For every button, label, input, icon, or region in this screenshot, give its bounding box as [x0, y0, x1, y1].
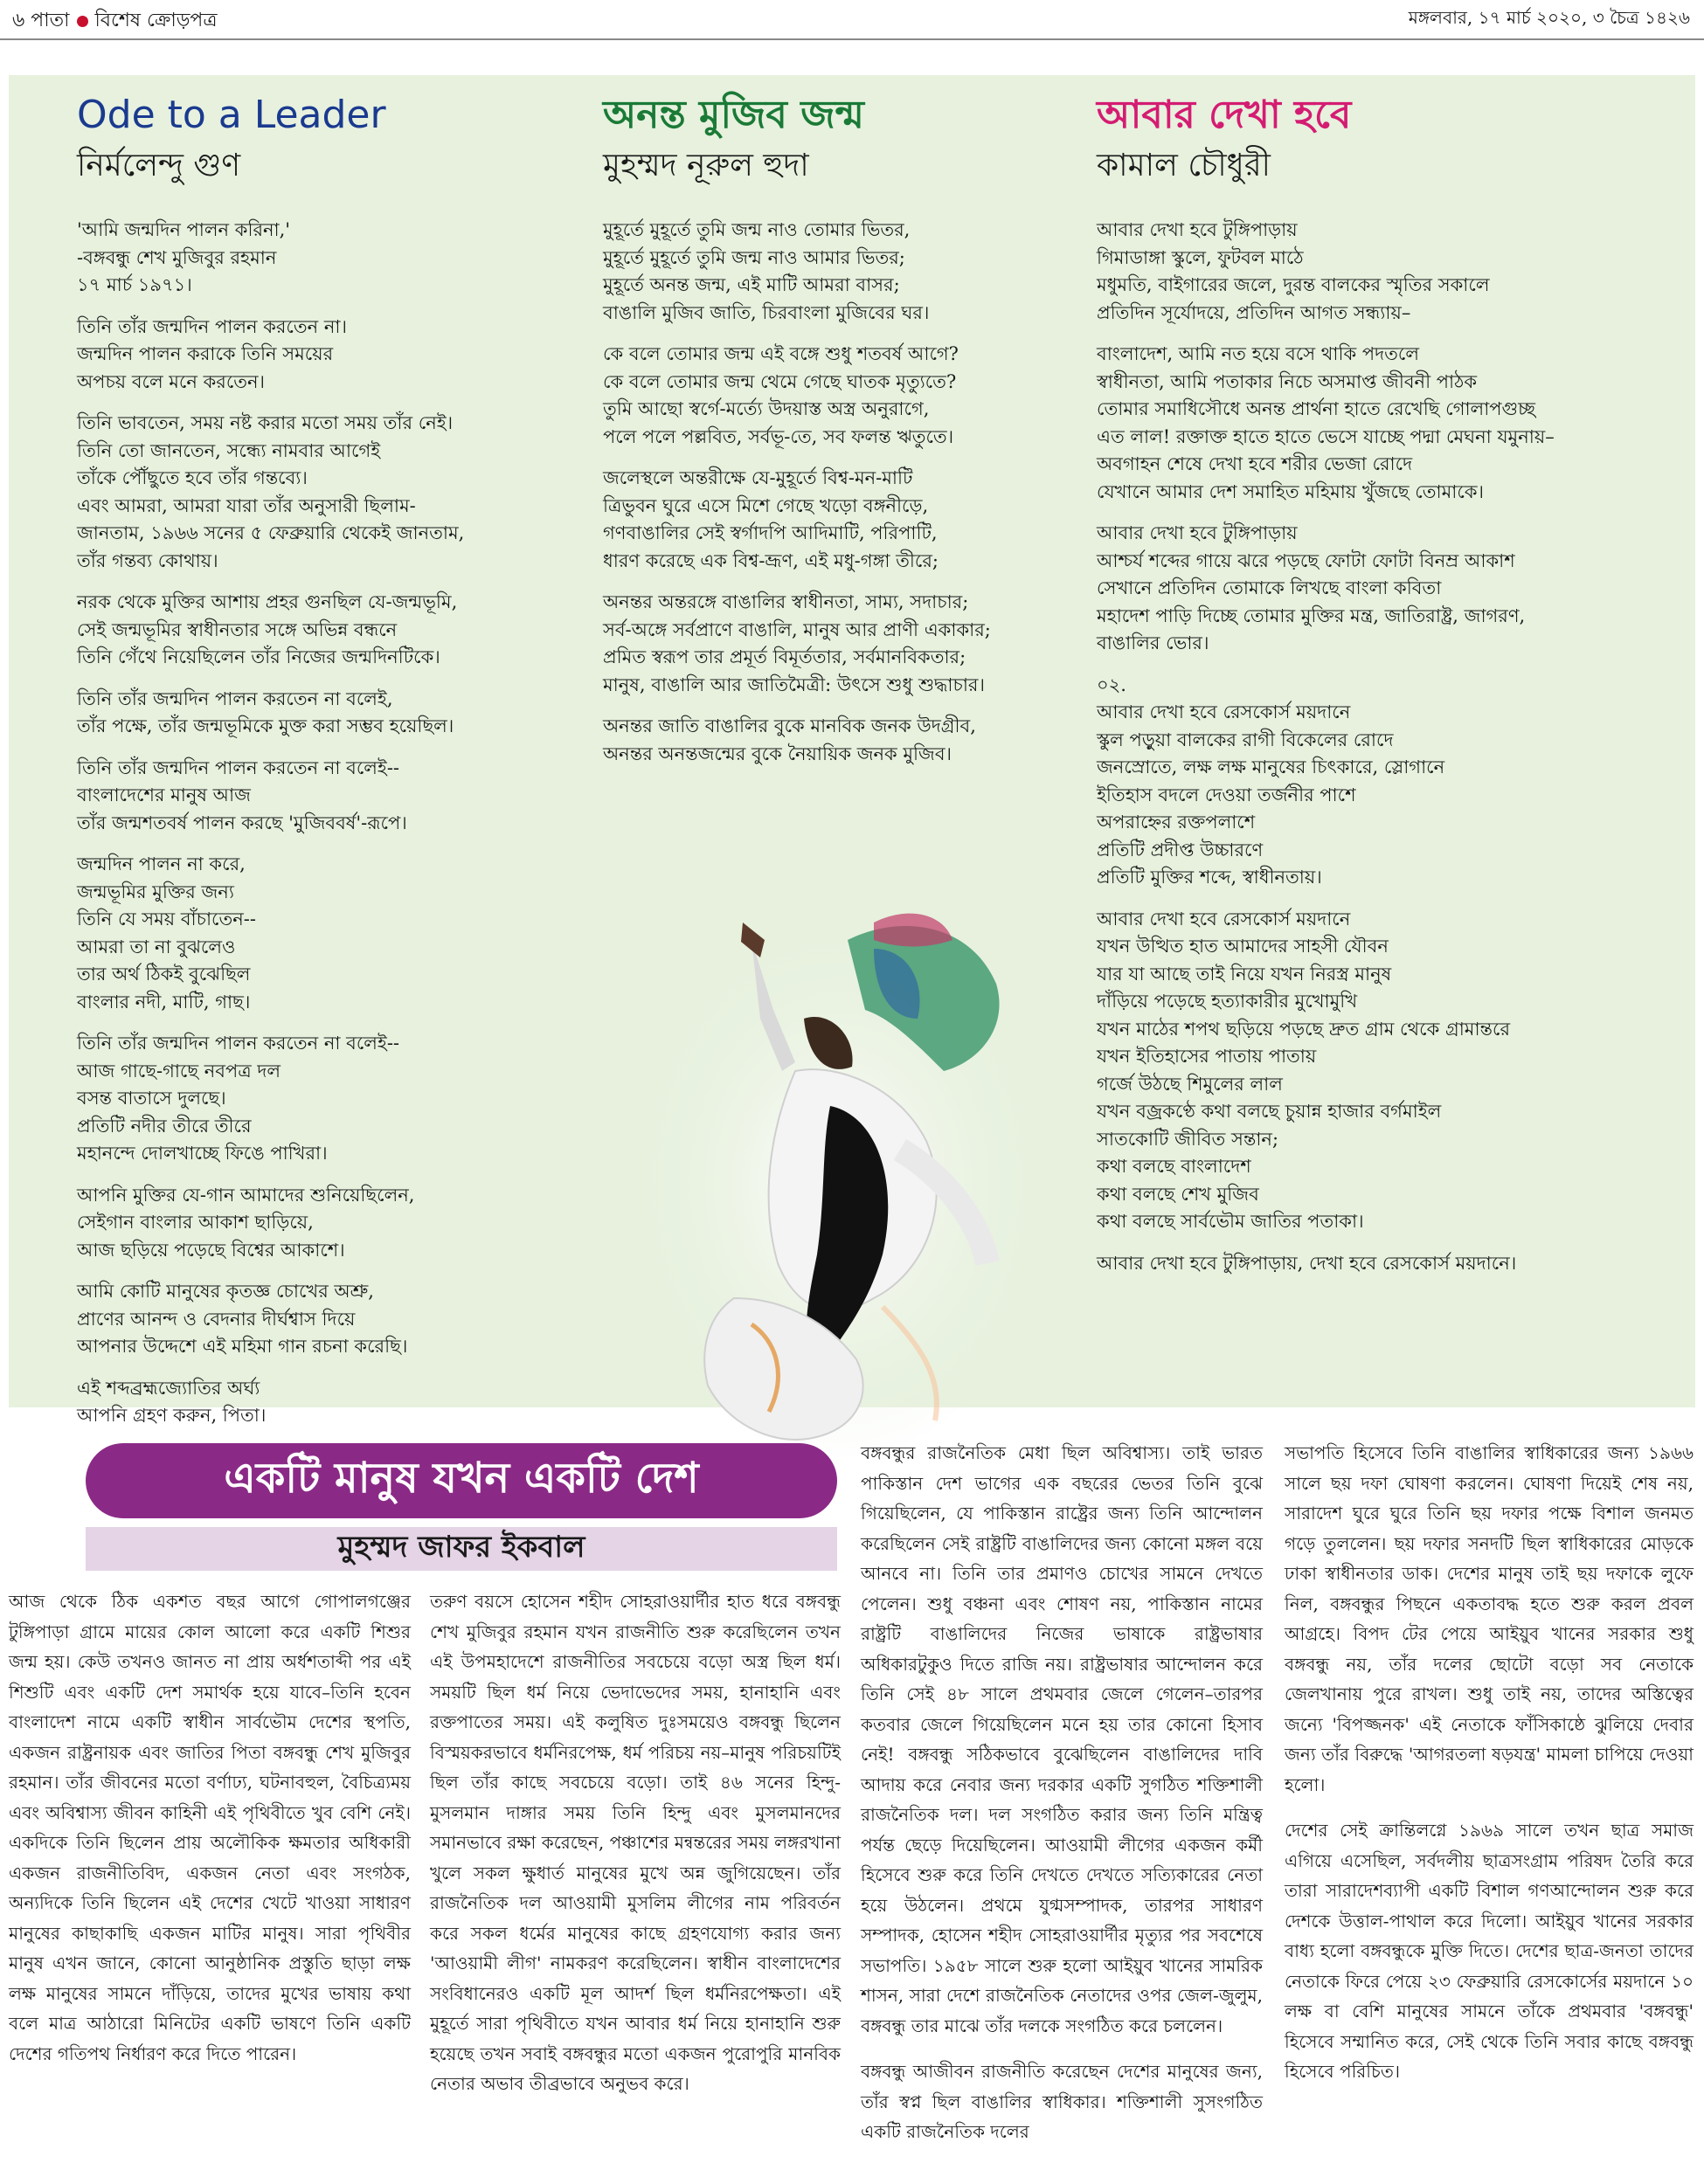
poem-abar-dekha-hobe — [1097, 94, 1656, 1291]
poem-line: ইতিহাস বদলে দেওয়া তর্জনীর পাশে — [1097, 784, 1356, 805]
poem-stanza — [77, 851, 566, 1016]
poem-body — [1097, 217, 1656, 1277]
poem-stanza — [77, 217, 566, 300]
poem-line: মানুষ, বাঙালি আর জাতিমৈত্রী: উৎসে শুধু শুদ্ধাচার। — [603, 674, 985, 695]
article-paragraph: বঙ্গবন্ধুর রাজনৈতিক মেধা ছিল অবিশ্বাস্য। তাই ভারত পাকিস্তান দেশ ভাগের এক বছরের ভেতর তিনি বুঝে গিয়েছিলেন, যে পাকিস্তান রাষ্ট্রের জন্য তিনি আন্দোলন করেছিলেন সেই রাষ্ট্রটি বাঙালিদের জন্য কোনো মঙ্গল বয়ে আনবে না। তিনি তার প্রমাণও চোখের সামনে দেখতে পেলেন। শুধু বঞ্চনা এবং শোষণ নয়, পাকিস্তান নামের রাষ্ট্রটি বাঙালিদের নিজের ভাষাকে রাষ্ট্রভাষার অধিকারটুকুও দিতে রাজি নয়। রাষ্ট্রভাষার আন্দোলন করে তিনি সেই ৪৮ সালে প্রথমবার জেলে গেলেন–তারপর কতবার জেলে গিয়েছিলেন মনে হয় তার কোনো হিসাব নেই! বঙ্গবন্ধু সঠিকভাবে বুঝেছিলেন বাঙালিদের দাবি আদায় করে নেবার জন্য দরকার একটি সুগঠিত শক্তিশালী রাজনৈতিক দল। দল সংগঠিত করার জন্য তিনি মন্ত্রিত্ব পর্যন্ত ছেড়ে দিয়েছিলেন। আওয়ামী লীগের একজন কর্মী হিসেবে শুরু করে তিনি দেখতে দেখতে সত্যিকারের নেতা হয়ে উঠলেন। প্রথমে যুগ্মসম্পাদক, তারপর সাধারণ সম্পাদক, হোসেন শহীদ সোহরাওয়ার্দীর মৃত্যুর পর সবশেষে সভাপতি। ১৯৫৮ সালে শুরু হলো আইয়ুব খানের সামরিক শাসন, সারা দেশে রাজনৈতিক নেতাদের ওপর জেল-জুলুম, বঙ্গবন্ধু তার মাঝে তাঁর দলকে সংগঠিত করে চললেন। — [861, 1442, 1263, 2036]
poem-line: গণবাঙালির সেই স্বর্গাদপি আদিমাটি, পরিপাটি, — [603, 522, 938, 544]
poem-line: তাঁর গন্তব্য কোথায়। — [77, 549, 218, 571]
poem-line: পলে পলে পল্লবিত, সর্বভূ-তে, সব ফলন্ত ঋতুতে। — [603, 425, 954, 447]
poem-line: তাঁর পক্ষে, তাঁর জন্মভূমিকে মুক্ত করা সম্ভব হয়েছিল। — [77, 715, 454, 737]
poem-line: আবার দেখা হবে টুঙ্গিপাড়ায়, দেখা হবে রেসকোর্স ময়দানে। — [1097, 1252, 1517, 1274]
poem-line: বাংলার নদী, মাটি, গাছ। — [77, 991, 251, 1013]
poem-stanza — [603, 341, 1092, 451]
poem-line: প্রাণের আনন্দ ও বেদনার দীর্ঘশ্বাস দিয়ে — [77, 1308, 356, 1330]
poem-line: আপনার উদ্দেশে এই মহিমা গান রচনা করেছি। — [77, 1336, 408, 1358]
poem-line: ধারণ করেছে এক বিশ্ব-ভ্রূণ, এই মধু-গঙ্গা তীরে; — [603, 549, 939, 571]
poem-author: নির্মলেন্দু গুণ — [77, 148, 241, 184]
poem-line: স্বাধীনতা, আমি পতাকার নিচে অসমাপ্ত জীবনী পাঠক — [1097, 370, 1478, 392]
poem-line: প্রতিটি নদীর তীরে তীরে — [77, 1115, 252, 1137]
poem-line: আপনি মুক্তির যে-গান আমাদের শুনিয়েছিলেন, — [77, 1184, 415, 1206]
article-paragraph: আজ থেকে ঠিক একশত বছর আগে গোপালগঞ্জের টুঙ্গিপাড়া গ্রামে মায়ের কোল আলো করে একটি শিশুর জন্ম হয়। কেউ তখনও জানত না প্রায় অর্ধশতাব্দী পর এই শিশুটি এবং একটি দেশ সমার্থক হয়ে যাবে–তিনি হবেন বাংলাদেশ নামে একটি স্বাধীন সার্বভৌম দেশের স্থপতি, একজন রাষ্ট্রনায়ক এবং জাতির পিতা বঙ্গবন্ধু শেখ মুজিবুর রহমান। তাঁর জীবনের মতো বর্ণাঢ্য, ঘটনাবহুল, বৈচিত্র্যময় এবং অবিশ্বাস্য জীবন কাহিনী এই পৃথিবীতে খুব বেশি নেই। একদিকে তিনি ছিলেন প্রায় অলৌকিক ক্ষমতার অধিকারী একজন রাজনীতিবিদ, একজন নেতা এবং সংগঠক, অন্যদিকে তিনি ছিলেন এই দেশের খেটে খাওয়া সাধারণ মানুষের কাছাকাছি একজন মাটির মানুষ। সারা পৃথিবীর মানুষ এখন জানে, কোনো আনুষ্ঠানিক প্রস্তুতি ছাড়া লক্ষ লক্ষ মানুষের সামনে দাঁড়িয়ে, তাদের মুখের ভাষায় কথা বলে মাত্র আঠারো মিনিটের একটি ভাষণে তিনি একটি দেশের গতিপথ নির্ধারণ করে দিতে পারেন। — [9, 1591, 411, 2064]
poem-stanza — [77, 410, 566, 575]
poem-stanza — [77, 1030, 566, 1168]
poem-line: যখন বজ্রকণ্ঠে কথা বলছে চুয়ান্ন হাজার বর্গমাইল — [1097, 1101, 1442, 1123]
poem-author: মুহম্মদ নূরুল হুদা — [603, 148, 809, 184]
poem-ananta-mujib-janma — [603, 94, 1092, 782]
poem-line: সাতকোটি জীবিত সন্তান; — [1097, 1128, 1279, 1150]
poem-line: মহাদেশ পাড়ি দিচ্ছে তোমার মুক্তির মন্ত্র, জাতিরাষ্ট্র, জাগরণ, — [1097, 605, 1526, 626]
poem-stanza — [77, 589, 566, 672]
poem-body — [603, 217, 1092, 768]
poem-line: তাঁকে পৌঁছুতে হবে তাঁর গন্তব্যে। — [77, 467, 308, 489]
poem-line: তিনি তো জানতেন, সন্ধ্যে নামবার আগেই — [77, 439, 381, 461]
poem-line: নরক থেকে মুক্তির আশায় প্রহর গুনছিল যে-জন্মভূমি, — [77, 591, 458, 613]
page-date: মঙ্গলবার, ১৭ মার্চ ২০২০, ৩ চৈত্র ১৪২৬ — [1408, 7, 1690, 28]
poem-line: মধুমতি, বাইগারের জলে, দুরন্ত বালকের স্মৃতির সকালে — [1097, 274, 1490, 296]
poem-line: 'আমি জন্মদিন পালন করিনা,' — [77, 219, 291, 241]
section-label: বিশেষ ক্রোড়পত্র — [94, 10, 218, 31]
poem-line: আজ ছড়িয়ে পড়েছে বিশ্বের আকাশে। — [77, 1239, 345, 1261]
poem-line: জনস্রোতে, লক্ষ লক্ষ মানুষের চিৎকারে, স্লোগানে — [1097, 757, 1445, 778]
poem-line: সেইগান বাংলার আকাশ ছাড়িয়ে, — [77, 1212, 314, 1234]
article-paragraph: দেশের সেই ক্রান্তিলগ্নে ১৯৬৯ সালে তখন ছাত্র সমাজ এগিয়ে এসেছিল, সর্বদলীয় ছাত্রসংগ্রাম পরিষদ তৈরি করে তারা সারাদেশব্যাপী একটি বিশাল গণআন্দোলন শুরু করে দেশকে উত্তাল-পাথাল করে দিলো। আইয়ুব খানের সরকার বাধ্য হলো বঙ্গবন্ধুকে মুক্তি দিতে। দেশের ছাত্র-জনতা তাদের নেতাকে ফিরে পেয়ে ২৩ ফেব্রুয়ারি রেসকোর্সের ময়দানে ১০ লক্ষ বা বেশি মানুষের সামনে তাঁকে প্রথমবার 'বঙ্গবন্ধু' হিসেবে সম্মানিত করে, সেই থেকে তিনি সবার কাছে বঙ্গবন্ধু হিসেবে পরিচিত। — [1285, 1820, 1694, 2082]
poem-line: গর্জে উঠছে শিমুলের লাল — [1097, 1073, 1283, 1095]
poem-line: ০২. — [1097, 674, 1126, 695]
poem-line: আবার দেখা হবে রেসকোর্স ময়দানে — [1097, 702, 1351, 723]
poem-line: মুহূর্তে মুহূর্তে তুমি জন্ম নাও তোমার ভিতর, — [603, 219, 911, 241]
poem-stanza — [77, 1278, 566, 1361]
poem-line: জন্মদিন পালন না করে, — [77, 854, 246, 875]
header-rule — [0, 38, 1704, 40]
poem-body — [77, 217, 566, 1430]
poem-line: জন্মদিন পালন করাকে তিনি সময়ের — [77, 343, 334, 365]
poem-line: আবার দেখা হবে টুঙ্গিপাড়ায় — [1097, 522, 1298, 544]
poem-line: যেখানে আমার দেশ সমাহিত মহিমায় খুঁজছে তোমাকে। — [1097, 480, 1485, 502]
poem-line: এবং আমরা, আমরা যারা তাঁর অনুসারী ছিলাম- — [77, 494, 416, 516]
poem-line: তিনি তাঁর জন্মদিন পালন করতেন না বলেই-- — [77, 757, 400, 778]
poem-author: কামাল চৌধুরী — [1097, 148, 1271, 184]
poem-line: তোমার সমাধিসৌধে অনন্ত প্রার্থনা হাতে রেখেছি গোলাপগুচ্ছ — [1097, 398, 1536, 420]
poem-line: মুহূর্তে মুহূর্তে তুমি জন্ম নাও আমার ভিতর; — [603, 246, 905, 268]
poem-title: Ode to a Leader — [77, 93, 386, 137]
article-column-4 — [1285, 1438, 1694, 2087]
poem-line: তিনি ভাবতেন, সময় নষ্ট করার মতো সময় তাঁর নেই। — [77, 412, 454, 434]
poem-line: আপনি গ্রহণ করুন, পিতা। — [77, 1405, 267, 1427]
poem-line: অনন্তর জাতি বাঙালির বুকে মানবিক জনক উদগ্রীব, — [603, 715, 976, 737]
poem-stanza — [1097, 672, 1656, 892]
poem-stanza — [77, 686, 566, 741]
poem-stanza — [603, 217, 1092, 327]
poem-stanza — [77, 1182, 566, 1265]
poem-line: কথা বলছে বাংলাদেশ — [1097, 1156, 1251, 1178]
article-paragraph: বঙ্গবন্ধু আজীবন রাজনীতি করেছেন দেশের মানুষের জন্য, তাঁর স্বপ্ন ছিল বাঙালির স্বাধিকার। শক্তিশালী সুসংগঠিত একটি রাজনৈতিক দলের — [861, 2061, 1263, 2142]
poem-line: প্রতিটি প্রদীপ্ত উচ্চারণে — [1097, 839, 1264, 860]
poem-line: তাঁর জন্মশতবর্ষ পালন করছে 'মুজিববর্ষ'-রূপে। — [77, 812, 407, 833]
poem-line: প্রতিদিন সূর্যোদয়ে, প্রতিদিন আগত সন্ধ্যায়– — [1097, 301, 1411, 323]
poem-line: তুমি আছো স্বর্গে-মর্ত্যে উদয়াস্ত অস্ত্র অনুরাগে, — [603, 398, 930, 420]
poem-line: সর্ব-অঙ্গে সর্বপ্রাণে বাঙালি, মানুষ আর প্রাণী একাকার; — [603, 619, 991, 640]
poem-stanza — [603, 713, 1092, 768]
poem-line: আমি কোটি মানুষের কৃতজ্ঞ চোখের অশ্রু, — [77, 1281, 374, 1303]
article-author: মুহম্মদ জাফর ইকবাল — [86, 1527, 837, 1571]
poem-stanza — [77, 314, 566, 397]
poem-line: দাঁড়িয়ে পড়েছে হত্যাকারীর মুখোমুখি — [1097, 991, 1358, 1013]
poem-line: কথা বলছে শেখ মুজিব — [1097, 1183, 1259, 1205]
article-paragraph: তরুণ বয়সে হোসেন শহীদ সোহরাওয়ার্দীর হাত ধরে বঙ্গবন্ধু শেখ মুজিবুর রহমান যখন রাজনীতি শুরু করেছিলেন তখন এই উপমহাদেশে রাজনীতির সবচেয়ে বড়ো অস্ত্র ছিল ধর্ম। সময়টি ছিল ধর্ম নিয়ে ভেদাভেদের সময়, হানাহানি এবং রক্তপাতের সময়। এই কলুষিত দুঃসময়েও বঙ্গবন্ধু ছিলেন বিস্ময়করভাবে ধর্মনিরপেক্ষ, ধর্ম পরিচয় নয়–মানুষ পরিচয়টিই ছিল তাঁর কাছে সবচেয়ে বড়ো। তাই ৪৬ সনের হিন্দু-মুসলমান দাঙ্গার সময় তিনি হিন্দু এবং মুসলমানদের সমানভাবে রক্ষা করেছেন, পঞ্চাশের মন্বন্তরের সময় লঙ্গরখানা খুলে সকল ক্ষুধার্ত মানুষের মুখে অন্ন জুগিয়েছেন। তাঁর রাজনৈতিক দল আওয়ামী মুসলিম লীগের নাম পরিবর্তন করে সকল ধর্মের মানুষের কাছে গ্রহণযোগ্য করার জন্য 'আওয়ামী লীগ' নামকরণ করেছিলেন। স্বাধীন বাংলাদেশের সংবিধানেরও একটি মূল আদর্শ ছিল ধর্মনিরপেক্ষতা। এই মুহূর্তে সারা পৃথিবীতে যখন আবার ধর্ম নিয়ে হানাহানি শুরু হয়েছে তখন সবাই বঙ্গবন্ধুর মতো একজন পুরোপুরি মানবিক নেতার অভাব তীব্রভাবে অনুভব করে। — [430, 1591, 841, 2094]
poem-line: বসন্ত বাতাসে দুলছে। — [77, 1088, 226, 1109]
poem-line: বাংলাদেশ, আমি নত হয়ে বসে থাকি পদতলে — [1097, 343, 1419, 365]
poem-stanza — [1097, 1250, 1656, 1278]
poems-panel — [9, 75, 1695, 1427]
poem-line: এই শব্দব্রহ্মজ্যোতির অর্ঘ্য — [77, 1377, 260, 1399]
poem-line: আশ্চর্য শব্দের গায়ে ঝরে পড়ছে ফোটা ফোটা বিনম্র আকাশ — [1097, 549, 1515, 571]
article-column-3 — [861, 1438, 1263, 2147]
page-number: ৬ পাতা — [12, 10, 70, 31]
poem-title: অনন্ত মুজিব জন্ম — [603, 93, 864, 137]
poem-title: আবার দেখা হবে — [1097, 93, 1352, 137]
poem-line: আজ গাছে-গাছে নবপত্র দল — [77, 1060, 281, 1082]
poem-line: তিনি গেঁথে নিয়েছিলেন তাঁর নিজের জন্মদিনটিকে। — [77, 646, 440, 668]
article-column-2 — [430, 1413, 841, 2099]
poem-stanza — [1097, 906, 1656, 1236]
poem-stanza — [77, 755, 566, 838]
article-title: একটি মানুষ যখন একটি দেশ — [86, 1443, 837, 1518]
poem-stanza — [1097, 217, 1656, 327]
poem-line: অপচয় বলে মনে করতেন। — [77, 370, 266, 392]
poem-line: প্রমিত স্বরূপ তার প্রমূর্ত বিমূর্ততার, সর্বমানবিকতার; — [603, 646, 966, 668]
poem-line: জানতাম, ১৯৬৬ সনের ৫ ফেব্রুয়ারি থেকেই জানতাম, — [77, 522, 465, 544]
poem-line: কে বলে তোমার জন্ম থেমে গেছে ঘাতক মৃত্যুতে? — [603, 370, 957, 392]
poem-line: -বঙ্গবন্ধু শেখ মুজিবুর রহমান — [77, 246, 277, 268]
poem-line: অনন্তর অনন্তজন্মের বুকে নৈয়ায়িক জনক মুজিব। — [603, 743, 952, 764]
poem-line: আবার দেখা হবে টুঙ্গিপাড়ায় — [1097, 219, 1298, 241]
poem-line: যখন মাঠের শপথ ছড়িয়ে পড়ছে দ্রুত গ্রাম থেকে গ্রামান্তরে — [1097, 1018, 1510, 1040]
poem-line: কথা বলছে সার্বভৌম জাতির পতাকা। — [1097, 1211, 1364, 1233]
poem-line: তার অর্থ ঠিকই বুঝেছিল — [77, 964, 251, 985]
poem-stanza — [603, 465, 1092, 575]
poem-line: কে বলে তোমার জন্ম এই বঙ্গে শুধু শতবর্ষ আগে? — [603, 343, 959, 365]
red-dot-icon — [77, 16, 88, 27]
poem-stanza — [603, 589, 1092, 699]
poem-line: অবগাহন শেষে দেখা হবে শরীর ভেজা রোদে — [1097, 453, 1413, 475]
poem-line: প্রতিটি মুক্তির শব্দে, স্বাধীনতায়। — [1097, 867, 1322, 888]
poem-stanza — [1097, 341, 1656, 506]
page-header-left — [12, 5, 218, 38]
poem-line: বাঙালির ভোর। — [1097, 632, 1209, 654]
poem-line: যখন উত্থিত হাত আমাদের সাহসী যৌবন — [1097, 936, 1389, 957]
poem-line: তিনি তাঁর জন্মদিন পালন করতেন না। — [77, 315, 347, 337]
poem-line: গিমাডাঙ্গা স্কুলে, ফুটবল মাঠে — [1097, 246, 1304, 268]
poem-line: অপরাহ্নের রক্তপলাশে — [1097, 812, 1256, 833]
poem-line: ১৭ মার্চ ১৯৭১। — [77, 274, 192, 296]
poem-line: যখন ইতিহাসের পাতায় পাতায় — [1097, 1046, 1317, 1068]
poem-line: স্কুল পড়ুয়া বালকের রাগী বিকেলের রোদে — [1097, 729, 1394, 750]
bangabandhu-painting — [612, 888, 1066, 1464]
poem-line: তিনি তাঁর জন্মদিন পালন করতেন না বলেই-- — [77, 1033, 400, 1054]
poem-line: সেখানে প্রতিদিন তোমাকে লিখছে বাংলা কবিতা — [1097, 577, 1442, 599]
article-column-1 — [9, 1586, 411, 2069]
poem-line: তিনি যে সময় বাঁচাতেন-- — [77, 909, 256, 930]
article-paragraph: সভাপতি হিসেবে তিনি বাঙালির স্বাধিকারের জন্য ১৯৬৬ সালে ছয় দফা ঘোষণা করলেন। ঘোষণা দিয়েই শেষ নয়, সারাদেশ ঘুরে ঘুরে তিনি ছয় দফার পক্ষে বিশাল জনমত গড়ে তুললেন। ছয় দফার সনদটি ছিল স্বাধিকারের মোড়কে ঢাকা স্বাধীনতার ডাক। দেশের মানুষ তাই ছয় দফাকে লুফে নিল, বঙ্গবন্ধুর পিছনে একতাবদ্ধ হতে শুরু করল প্রবল আগ্রহে। বিপদ টের পেয়ে আইয়ুব খানের সরকার শুধু বঙ্গবন্ধু নয়, তাঁর দলের ছোটো বড়ো সব নেতাকে জেলখানায় পুরে রাখল। শুধু তাই নয়, তাদের অস্তিত্বের জন্যে 'বিপজ্জনক' এই নেতাকে ফাঁসিকাষ্ঠে ঝুলিয়ে দেবার জন্য তাঁর বিরুদ্ধে 'আগরতলা ষড়যন্ত্র' মামলা চাপিয়ে দেওয়া হলো। — [1285, 1442, 1694, 1795]
article-section — [0, 1415, 1704, 2184]
poem-line: ত্রিভুবন ঘুরে এসে মিশে গেছে খড়ো বঙ্গনীড়ে, — [603, 494, 929, 516]
poem-line: জন্মভূমির মুক্তির জন্য — [77, 881, 234, 902]
poem-line: তিনি তাঁর জন্মদিন পালন করতেন না বলেই, — [77, 688, 393, 709]
poem-line: বাংলাদেশের মানুষ আজ — [77, 784, 251, 806]
poem-line: মুহূর্তে অনন্ত জন্ম, এই মাটি আমরা বাসর; — [603, 274, 900, 296]
poem-line: আবার দেখা হবে রেসকোর্স ময়দানে — [1097, 908, 1351, 930]
poem-line: যার যা আছে তাই নিয়ে যখন নিরস্ত্র মানুষ — [1097, 963, 1392, 985]
poem-line: বাঙালি মুজিব জাতি, চিরবাংলা মুজিবের ঘর। — [603, 301, 930, 323]
poem-line: অনন্তর অন্তরঙ্গে বাঙালির স্বাধীনতা, সাম্য, সদাচার; — [603, 591, 969, 613]
poem-ode-to-a-leader — [77, 94, 566, 1444]
poem-line: সেই জন্মভূমির স্বাধীনতার সঙ্গে অভিন্ন বন্ধনে — [77, 619, 398, 640]
poem-line: জলেস্থলে অন্তরীক্ষে যে-মুহূর্তে বিশ্ব-মন-মাটি — [603, 467, 913, 489]
poem-stanza — [1097, 520, 1656, 658]
poem-line: মহানন্দে দোলখাচ্ছে ফিঙে পাখিরা। — [77, 1143, 328, 1165]
poem-line: এত লাল! রক্তাক্ত হাতে হাতে ভেসে যাচ্ছে পদ্মা মেঘনা যমুনায়– — [1097, 425, 1555, 447]
poem-line: আমরা তা না বুঝলেও — [77, 936, 236, 957]
